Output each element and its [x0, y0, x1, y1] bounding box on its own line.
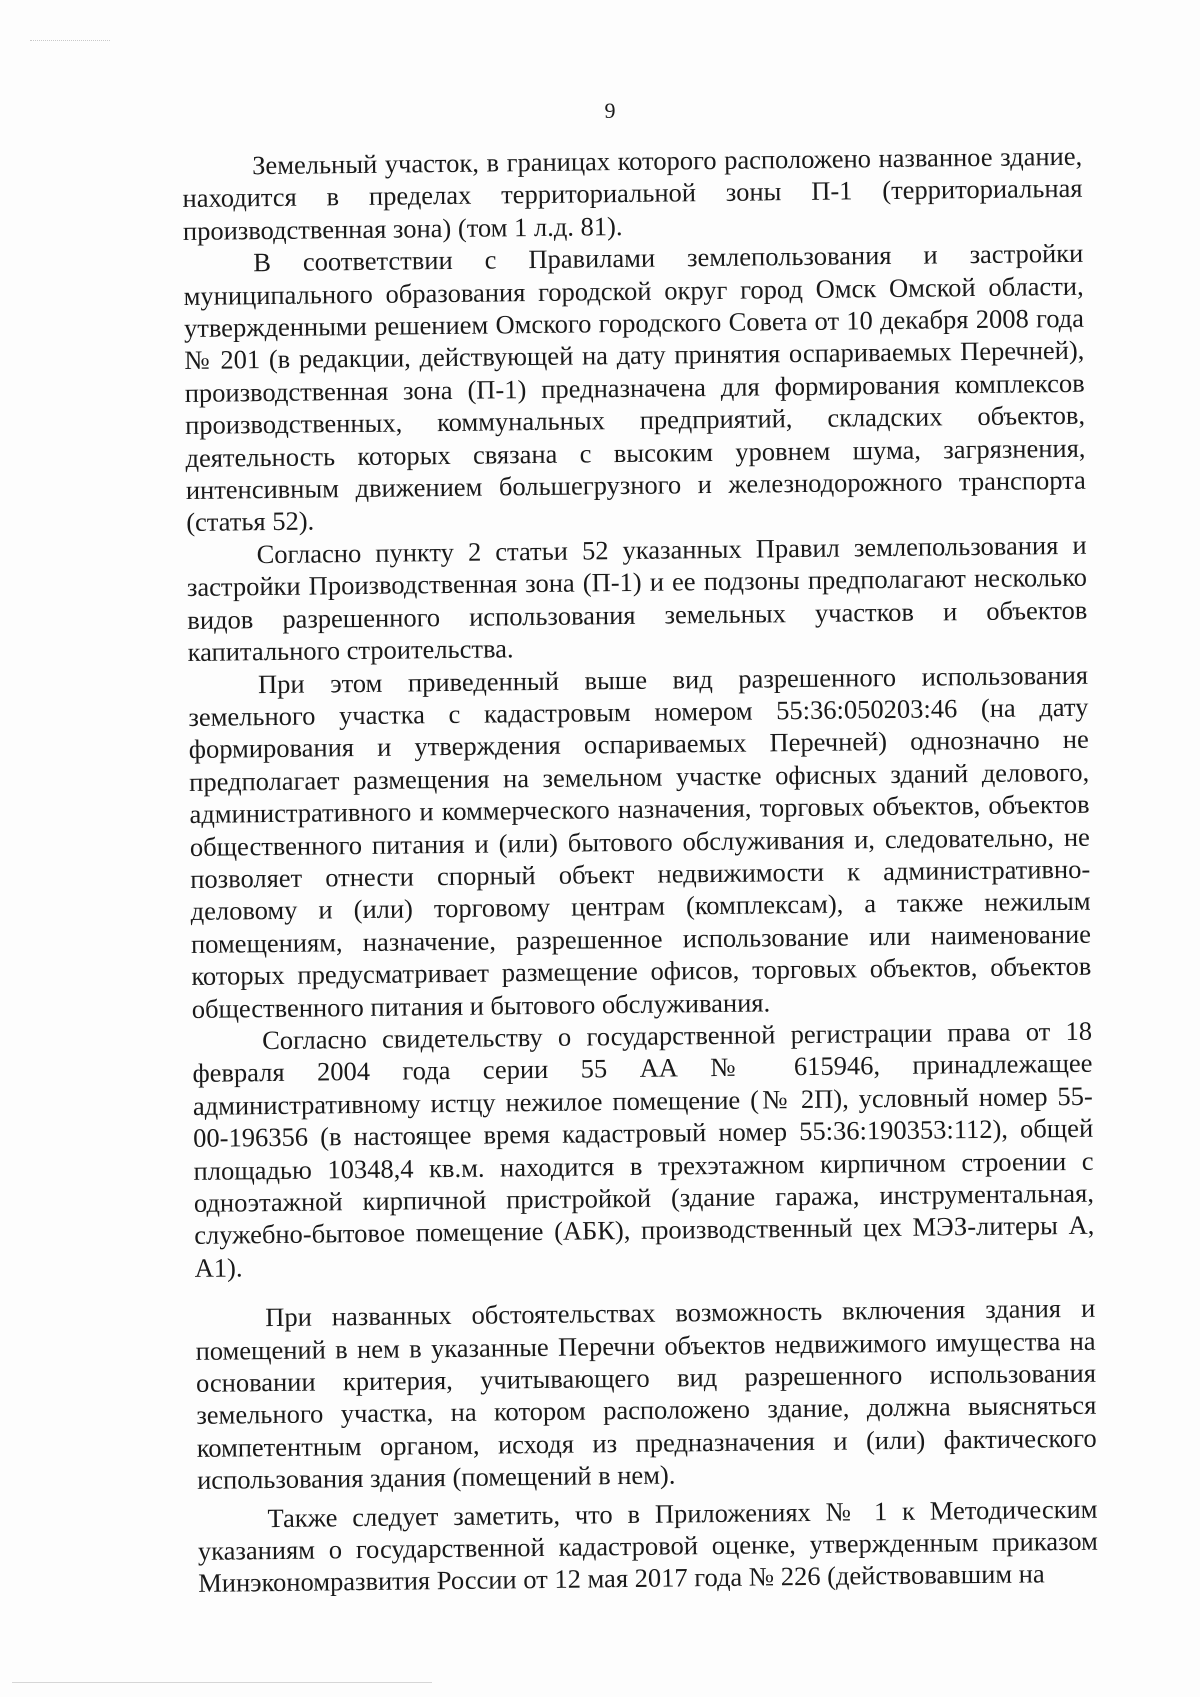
paragraph-cadastral-use: При этом приведенный выше вид разрешенного использования земельного участка с кадастровым номером 55:36:050203:46 (на дату формирования и утверждения оспариваемых Перечней) однозначно не предполагает размещения на земельном участке офисных зданий делового, административного и коммерческого назначения, торговых объектов, объектов общественного питания и (или) бытового обслуживания и, следовательно, не позволяет отнести спорный объект недвижимости к административно-деловому и (или) торговому центрам (комплексам), а также нежилым помещениям, назначение, разрешенное использование или наименование которых предусматривает размещение офисов, торговых объектов, объектов общественного питания и бытового обслуживания. — [188, 659, 1092, 1024]
scan-artifact — [30, 40, 110, 49]
paragraph-zoning-rules: В соответствии с Правилами землепользования и застройки муниципального образования городской округ город Омск Омской области, утвержденными решением Омского городского Совета от 10 декабря 2008 года № 201 (в редакции, действующей на дату принятия оспариваемых Перечней), производственная зона (П-1) предназначена для формирования комплексов производственных, коммунальных предприятий, складских объектов, деятельность которых связана с высоким уровнем шума, загрязнения, интенсивным движением большегрузного и железнодорожного транспорта (статья 52). — [183, 238, 1086, 538]
paragraph-methodical-guidelines: Также следует заметить, что в Приложениях № 1 к Методическим указаниям о государственной кадастровой оценке, утвержденным приказом Минэкономразвития России от 12 мая 2017 года № 226 (действовавшим на — [197, 1493, 1099, 1599]
paragraph-circumstances: При названных обстоятельствах возможность включения здания и помещений в нем в указанные Перечни объектов недвижимого имущества на основании критерия, учитывающего вид разрешенного использования земельного участка, на котором расположено здание, должна выясняться компетентным органом, исходя из предназначения и (или) фактического использования здания (помещений в нем). — [195, 1292, 1097, 1496]
scan-edge-line — [12, 1682, 432, 1683]
paragraph-permitted-uses: Согласно пункту 2 статьи 52 указанных Правил землепользования и застройки Производственная зона (П-1) и ее подзоны предполагают несколько видов разрешенного использования земельных участков и объектов капитального строительства. — [186, 529, 1088, 668]
page-number: 9 — [604, 98, 616, 123]
paragraph-land-plot-zone: Земельный участок, в границах которого расположено названное здание, находится в пределах территориальной зоны П-1 (территориальная производственная зона) (том 1 л.д. 81). — [182, 140, 1083, 246]
document-body — [182, 140, 1098, 1600]
paragraph-registration-certificate: Согласно свидетельству о государственной регистрации права от 18 февраля 2004 года серии 55 АА № 615946, принадлежащее административному истцу нежилое помещение (№ 2П), условный номер 55-00-196356 (в настоящее время кадастровый номер 55:36:190353:112), общей площадью 10348,4 кв.м. находится в трехэтажном кирпичном строении с одноэтажной кирпичной пристройкой (здание гаража, инструментальная, служебно-бытовое помещение (АБК), производственный цех МЭЗ-литеры А, А1). — [192, 1015, 1095, 1283]
